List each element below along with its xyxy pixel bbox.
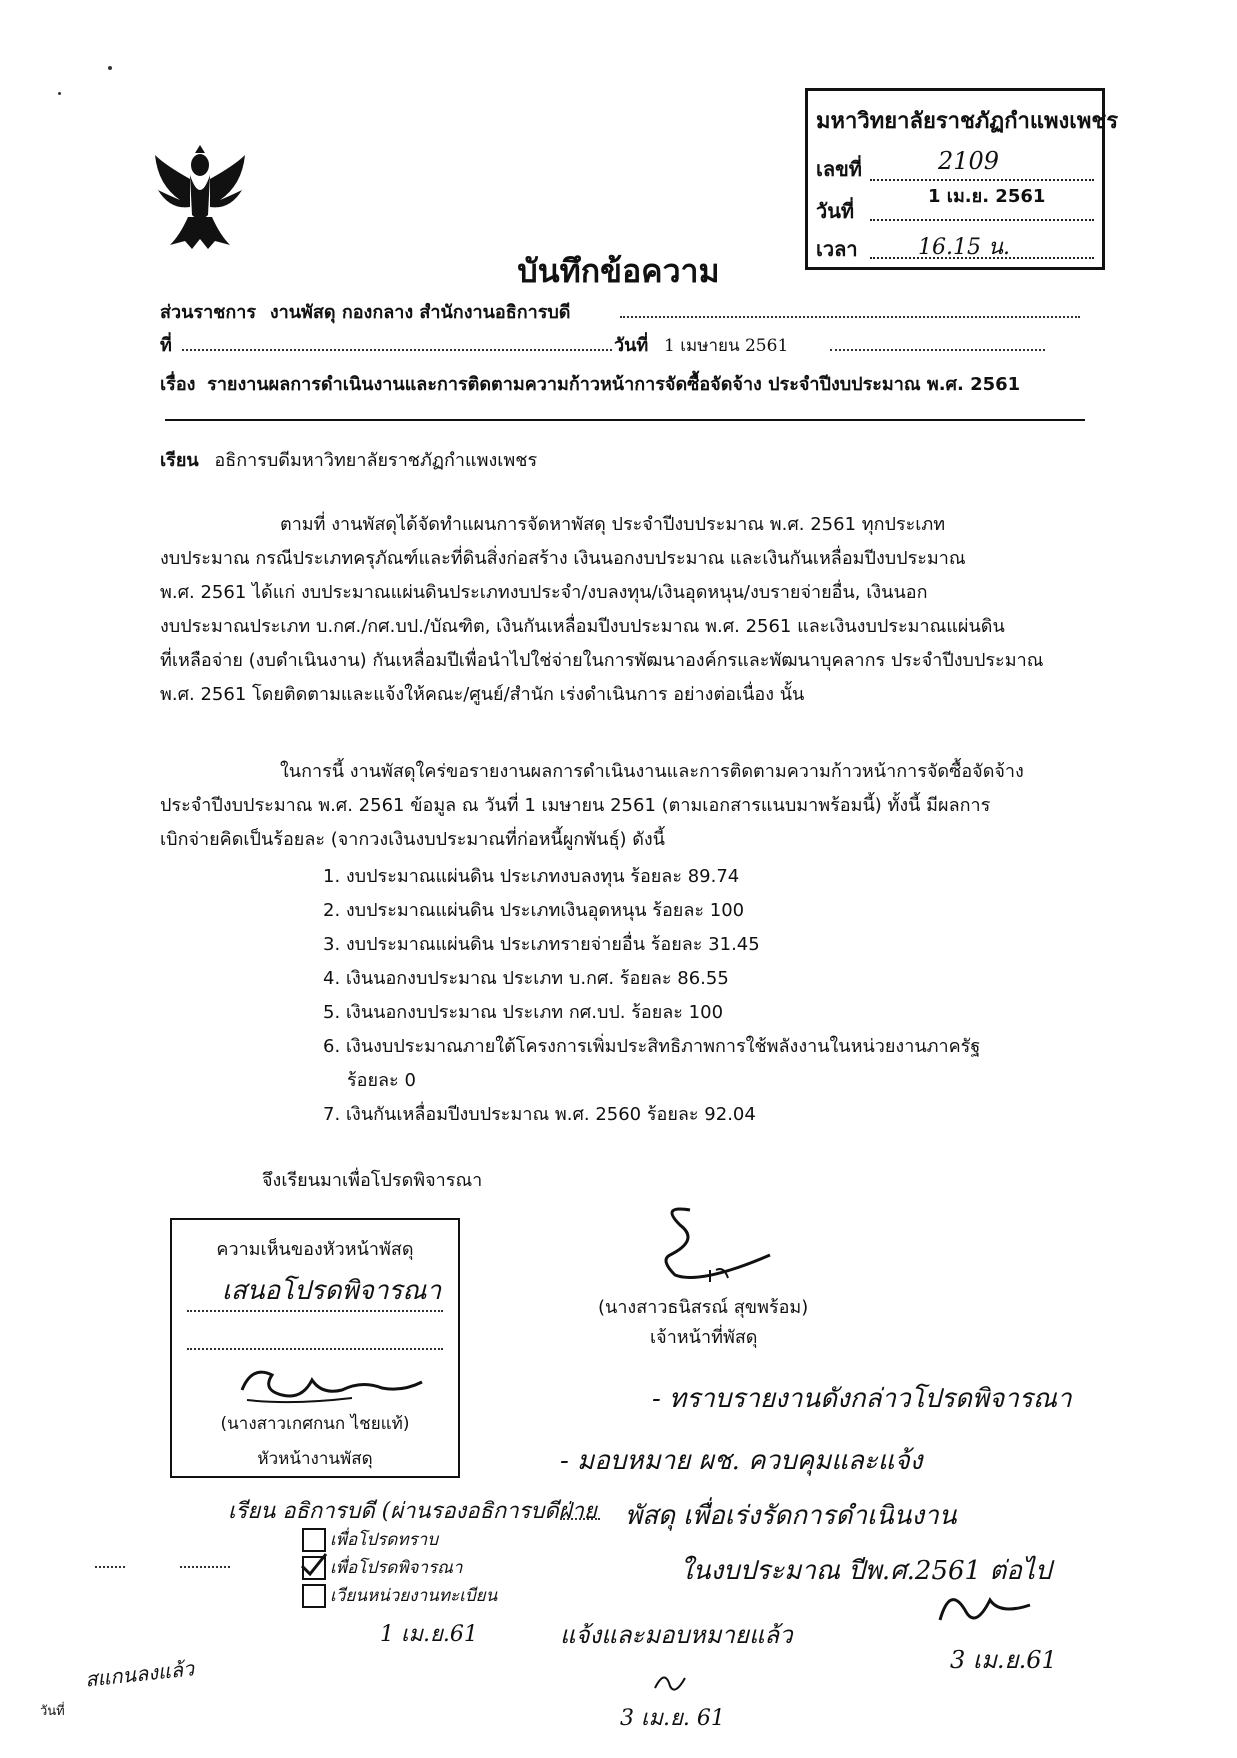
opinion-caption: ความเห็นของหัวหน้าพัสดุ [216,1239,414,1260]
routing-date: 1 เม.ย.61 [380,1622,478,1647]
handnote-line: พัสดุ เพื่อเร่งรัดการดำเนินงาน [625,1501,957,1531]
paragraph-2 [160,755,1090,857]
para1-line: ตามที่ งานพัสดุได้จัดทำแผนการจัดหาพัสดุ ประจำปีงบประมาณ พ.ศ. 2561 ทุกประเภท [280,514,946,535]
list-item: 5. เงินนอกงบประมาณ ประเภท กศ.บป. ร้อยละ 100 [323,1002,724,1023]
officer-position: เจ้าหน้าที่พัสดุ [650,1327,758,1348]
subject-value: รายงานผลการดำเนินงานและการติดตามความก้าวหน้าการจัดซื้อจัดจ้าง ประจำปีงบประมาณ พ.ศ. 2561 [207,374,1021,395]
handnote-line: - ทราบรายงานดังกล่าวโปรดพิจารณา [652,1384,1072,1414]
para1-line: พ.ศ. 2561 โดยติดตามและแจ้งให้คณะ/ศูนย์/สำนัก เร่งดำเนินการ อย่างต่อเนื่อง นั้น [160,684,805,705]
supervisor-position: หัวหน้างานพัสดุ [257,1449,373,1469]
para1-line: ที่เหลือจ่าย (งบดำเนินงาน) กันเหลื่อมปีเพื่อนำไปใช่จ่ายในการพัฒนาองค์กรและพัฒนาบุคลากร ประจำปีงบประมาณ [160,650,1044,671]
ref-label: ที่ [160,335,172,356]
stamp-time-value: 16.15 น. [918,235,1011,260]
list-item: 3. งบประมาณแผ่นดิน ประเภทรายจ่ายอื่น ร้อยละ 31.45 [323,934,760,955]
stamp-date-value: 1 เม.ย. 2561 [928,186,1046,207]
scan-speck [108,66,112,70]
option-label: เวียนหน่วยงานทะเบียน [330,1586,498,1606]
handnote-line: - มอบหมาย ผช. ควบคุมและแจ้ง [560,1446,923,1476]
list-item: 4. เงินนอกงบประมาณ ประเภท บ.กศ. ร้อยละ 86.55 [323,968,729,989]
supervisor-signature-icon [232,1360,432,1410]
list-item: ร้อยละ 0 [347,1070,416,1091]
routing-to-line: เรียน อธิการบดี (ผ่านรองอธิการบดีฝ่าย [228,1499,597,1524]
list-item: 1. งบประมาณแผ่นดิน ประเภทงบลงทุน ร้อยละ 89.74 [323,866,740,887]
officer-name: (นางสาวธนิสรณ์ สุขพร้อม) [598,1297,809,1318]
list-item: 2. งบประมาณแผ่นดิน ประเภทเงินอุดหนุน ร้อยละ 100 [323,900,745,921]
results-list [323,860,980,1132]
option-label: เพื่อโปรดทราบ [330,1530,438,1550]
to-value: อธิการบดีมหาวิทยาลัยราชภัฏกำแพงเพชร [214,450,538,471]
opinion-handwritten: เสนอโปรดพิจารณา [222,1276,442,1306]
closing-text: จึงเรียนมาเพื่อโปรดพิจารณา [262,1170,483,1191]
director-signature-icon [930,1580,1040,1640]
stamp-org: มหาวิทยาลัยราชภัฏกำแพงเพชร [816,109,1119,134]
receipt-stamp [805,88,1119,270]
agency-label: ส่วนราชการ [160,302,257,323]
stamp-no-value: 2109 [938,147,1000,175]
option-checkbox[interactable] [302,1528,326,1552]
handnote-line: ในงบประมาณ ปีพ.ศ.2561 ต่อไป [680,1556,1052,1586]
para1-line: งบประมาณ กรณีประเภทครุภัณฑ์และที่ดินสิ่งก่อสร้าง เงินนอกงบประมาณ และเงินกันเหลื่อมปีงบประมาณ [160,548,966,569]
scan-speck [58,92,61,95]
handnote-date: 3 เม.ย. 61 [620,1706,725,1731]
date-value: 1 เมษายน 2561 [664,336,789,356]
subject-label: เรื่อง [160,374,196,395]
agency-value: งานพัสดุ กองกลาง สำนักงานอธิการบดี [269,302,571,323]
to-label: เรียน [160,450,199,471]
option-checkbox[interactable] [302,1584,326,1608]
para2-line: ในการนี้ งานพัสดุใคร่ขอรายงานผลการดำเนินงานและการติดตามความก้าวหน้าการจัดซื้อจัดจ้าง [280,761,1024,782]
paragraph-1 [160,508,1090,712]
stamp-time-label: เวลา [816,237,858,261]
garuda-emblem-icon [150,145,250,255]
checkmark-icon [298,1550,328,1580]
date-label: วันที่ [614,335,649,356]
small-signature-icon [650,1668,690,1698]
supervisor-opinion-box [170,1218,460,1478]
handnote-date: 3 เม.ย.61 [950,1646,1057,1674]
supervisor-name: (นางสาวเกศกนก ไชยแท้) [220,1414,410,1434]
officer-signature-icon [620,1200,800,1290]
para1-line: พ.ศ. 2561 ได้แก่ งบประมาณแผ่นดินประเภทงบประจำ/งบลงทุน/เงินอุดหนุน/งบรายจ่ายอื่น, เงินนอก [160,582,928,603]
scanned-stamp: สแกนลงแล้ว [84,1656,196,1692]
list-item: 6. เงินงบประมาณภายใต้โครงการเพิ่มประสิทธิภาพการใช้พลังงานในหน่วยงานภาครัฐ [323,1036,981,1057]
stamp-no-label: เลขที่ [816,157,862,181]
option-label: เพื่อโปรดพิจารณา [330,1558,463,1578]
handnote-line: แจ้งและมอบหมายแล้ว [560,1621,793,1649]
stamp-date-label: วันที่ [816,199,855,223]
para2-line: ประจำปีงบประมาณ พ.ศ. 2561 ข้อมูล ณ วันที่ 1 เมษายน 2561 (ตามเอกสารแนบมาพร้อมนี้) ทั้งนี้ มีผลการ [160,795,991,816]
para2-line: เบิกจ่ายคิดเป็นร้อยละ (จากวงเงินงบประมาณที่ก่อหนี้ผูกพันธุ์) ดังนี้ [160,829,665,850]
memo-title: บันทึกข้อความ [517,252,720,290]
para1-line: งบประมาณประเภท บ.กศ./กศ.บป./บัณฑิต, เงินกันเหลื่อมปีงบประมาณ พ.ศ. 2561 และเงินงบประมาณแผ่นดิน [160,616,1005,637]
header-divider [165,419,1085,421]
scanned-note: วันที่ [40,1704,65,1719]
list-item: 7. เงินกันเหลื่อมปีงบประมาณ พ.ศ. 2560 ร้อยละ 92.04 [323,1104,756,1125]
